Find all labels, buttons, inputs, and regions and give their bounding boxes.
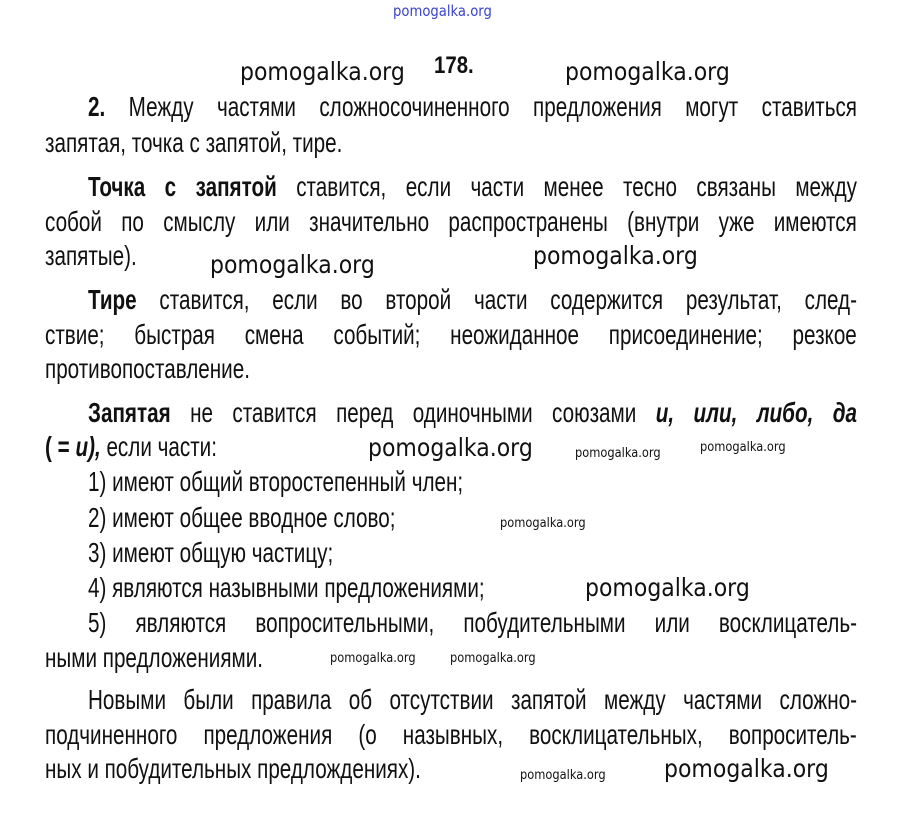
list-item: 3) имеют общую частицу; — [88, 537, 334, 568]
p3-line1-text: ставится, если во второй части содержится результат, след- — [159, 284, 857, 315]
watermark: pomogalka.org — [565, 57, 730, 86]
watermark-small: pomogalka.org — [450, 651, 536, 666]
p4-line2 — [45, 430, 217, 464]
p2-line2: собой по смыслу или значительно распространены (внутри уже имеются — [45, 206, 857, 237]
watermark-small: pomogalka.org — [330, 651, 416, 666]
p3-line3: противопоставление. — [45, 353, 250, 384]
list-item: 5) являются вопросительными, побудительными или восклицатель- — [88, 607, 857, 638]
list-item: 1) имеют общий второстепенный член; — [88, 466, 464, 497]
p5-line3: ных и побудительных предлождениях). — [45, 753, 421, 784]
watermark: pomogalka.org — [585, 573, 750, 602]
conjunctions: и, или, либо, да — [655, 397, 858, 428]
p1-line1 — [88, 90, 857, 124]
watermark: pomogalka.org — [664, 754, 829, 783]
term-semicolon: Точка с запятой — [88, 171, 277, 202]
p3-line1 — [88, 283, 857, 317]
watermark: pomogalka.org — [533, 241, 698, 270]
watermark: pomogalka.org — [210, 250, 375, 279]
equals-mark: ( = — [45, 431, 70, 462]
watermark: pomogalka.org — [240, 57, 405, 86]
point-number: 2. — [88, 91, 106, 122]
p5-line1: Новыми были правила об отсутствии запятой между частями сложно- — [88, 684, 857, 715]
watermark-small: pomogalka.org — [520, 768, 606, 783]
p2-line1 — [88, 170, 857, 204]
list-item: 2) имеют общее вводное слово; — [88, 502, 396, 533]
p2-line1-text: ставится, если части менее тесно связаны между — [296, 171, 858, 202]
watermark-small: pomogalka.org — [700, 440, 786, 455]
p2-line3: запятые). — [45, 240, 137, 271]
p1-line2: запятая, точка с запятой, тире. — [45, 127, 343, 158]
p1-line1-text: Между частями сложносочиненного предложения могут ставиться — [128, 91, 857, 122]
term-comma: Запятая — [88, 397, 171, 428]
p4-line1-text: не ставится перед одиночными союзами — [190, 397, 637, 428]
term-dash: Тире — [88, 284, 137, 315]
p5-line2: подчиненного предложения (о назывных, восклицательных, вопроситель- — [45, 719, 857, 750]
watermark-small: pomogalka.org — [575, 446, 661, 461]
p4-line1 — [88, 396, 857, 430]
conjunction-i: и), — [75, 431, 101, 462]
watermark: pomogalka.org — [368, 433, 533, 462]
p4-line2-text: если части: — [106, 431, 217, 462]
exercise-number: 178. — [434, 52, 474, 79]
top-watermark: pomogalka.org — [393, 2, 492, 20]
list-item: 4) являются назывными предложениями; — [88, 572, 485, 603]
watermark-small: pomogalka.org — [500, 516, 586, 531]
p3-line2: ствие; быстрая смена событий; неожиданное присоединение; резкое — [45, 319, 857, 350]
list-item-cont: ными предложениями. — [45, 642, 264, 673]
